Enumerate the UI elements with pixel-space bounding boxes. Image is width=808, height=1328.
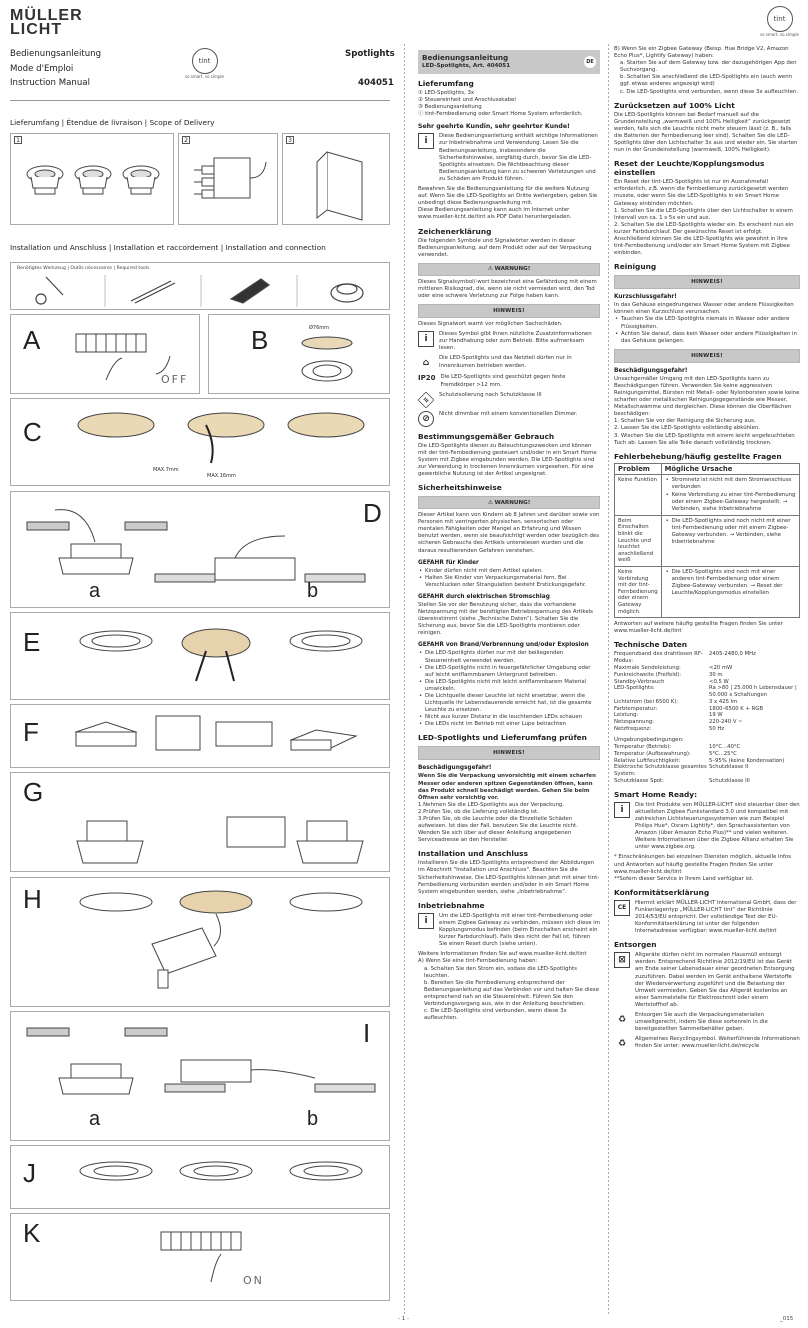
ceiling-holes-illustration [66,405,386,465]
step-C-panel [10,398,390,486]
step-I-letter: I [363,1018,371,1048]
kinder-heading: GEFAHR für Kinder [418,559,479,566]
step-D-panel [10,491,390,608]
sicherheit-paragraph: Dieser Artikel kann von Kindern ab 8 Jahren und darüber sowie von Personen mit verringerten physischen, sensorischen oder mentalen Fähigkeiten oder Mangel an Erfahrung und Wissen benutzt werden, wenn sie beaufsichtigt werden oder bezüglich des sicheren Gebrauchs des Artikels unterwiesen wurden und die daraus resultierenden Gefahren verstehen. [418,512,600,554]
tint-caption-mid: so smart. so simple [185,74,224,79]
step-I-sub-b: b [307,1108,319,1130]
lieferumfang-list [418,90,600,118]
reset-list: 1. Schalten Sie die LED-Spotlights über den Lichtschalter in einem Intervall von ca. 1 s 5x ein und aus. 2. Schalten Sie die LED-Spotlights wieder ein. Es erscheint nun ein kurzer Farbdurchlauf. Der gewünschte Reset ist erfolgt. Anschließend können Sie die LED-Spotlights wie gewohnt in Ihre tint-Fernbedienung und/oder ein Smart Home System mit Zigbee einbinden. [614,207,794,257]
ce-icon: CE [614,900,630,916]
title-de: Bedienungsanleitung [10,49,102,59]
title-en: Instruction Manual [10,78,90,88]
table-row: Keine Verbindung mit der tint-Fernbedienung oder einem Gateway möglich. • Die LED-Spotlights sind noch mit einer anderen tint-Fernbedienung oder einem Zigbee-Gateway verbunden. → Reset der Leuchte/Kopplungsmodus einstellen [615,566,800,617]
short-circuit-heading: Kurzschlussgefahr! [614,294,677,301]
delivery-panel-2 [178,133,278,225]
table-row: Beim Einschalten blinkt die Leuchte und leuchtet anschließend weiß • Die LED-Spotlights sind noch nicht mit einer tint-Fernbedienung oder mit einem Zigbee-Gateway verbunden. → Verbinden, siehe Inbetriebnahme [615,515,800,566]
document-code: _015 [780,1316,794,1322]
step-D-letter: D [363,498,382,528]
german-column-1 [418,50,600,1022]
column-separator-2 [608,44,609,1314]
house-icon: ⌂ [422,358,430,369]
damage-paragraph-2: Unsachgemäßer Umgang mit den LED-Spotlights kann zu Beschädigungen führen. Verwenden Sie keine aggressiven Reinigungsmittel, Bürsten mit Metall- oder Nylonborsten sowie keine scharfen oder metallischen Reinigungsgegenstände wie Messer, Metallschwämme und dergleichen. Diese können die Oberflächen beschädigen: [614,375,800,418]
manual-title-box [418,50,600,74]
inbetrieb-more: Weitere Informationen finden Sie auf www.mueller-licht.de/tint [418,951,587,958]
control-unit-illustration [184,142,274,222]
bestimmung-paragraph: Die LED-Spotlights dienen zu Beleuchtungszwecken und können mit der tint-Fernbedienung gesteuert und/oder in ein Smart Home System mit Zigbee eingebunden werden. Die LED-Spotlights sind zur Verwendung in trockenen Innenräumen vorgesehen. Für eine gewerbliche Nutzung ist der Artikel ungeeignet. [418,442,597,477]
tools-panel [10,262,390,310]
page-number: - 1 - [398,1316,409,1322]
warning-paragraph: Dieses Signalsymbol/-wort bezeichnet eine Gefährdung mit einem mittleren Risikograd, die, wenn sie nicht vermieden wird, den Tod oder eine schwere Verletzung zur Folge haben kann. [418,278,597,299]
step-D-sub-b: b [307,580,319,602]
symbol-info-text: Dieses Symbol gibt Ihnen nützliche Zusatzinformationen zur Handhabung oder zum Betrieb. Bitte aufmerksam lesen. [439,331,592,352]
brand-heading: GEFAHR von Brand/Verbrennung und/oder Explosion [418,642,589,649]
on-label: ON [243,1274,264,1287]
conformity-heading: Konformitätserklärung [614,887,710,897]
faq-heading: Fehlerbehebung/häufig gestellte Fragen [614,451,782,461]
inbetrieb-b-list: a. Starten Sie auf dem Gateway bzw. der dazugehörigen App den Suchvorgang. b. Schalten Sie anschließend die LED-Spotlights ein (auch wenn ggf. etwas anderes angezeigt wird) c. Die LED-Spotlights sind verbunden, wenn diese 3x aufleuchten. [620,60,799,95]
inbetrieb-paragraph: Um die LED-Spotlights mit einer tint-Fernbedienung oder einem Zigbee Gateway zu verbinden, müssen sich diese im Kopplungsmodus befinden (beim Einschalten erscheint ein kurzer Farbdurchlauf). Falls dies nicht der Fall ist, führen Sie einen Reset durch (siehe unten). [439,912,600,948]
reset100-heading: Zurücksetzen auf 100% Licht [614,100,735,110]
step-F-panel [10,704,390,768]
tech-table: Frequenzband des drahtlosen RF-Modus: 2405-2480,0 MHz Maximale Sendeleistung: <20 mW Funkreichweite (Freifeld): 30 m Standby-Verbrauch <0,5 W LED-Spotlights: Ra >80 | 25.000 h Lebensdauer | 50.000 x Schaltungen Lichtstrom (bei 6500 K): 3 x 425 lm Farbtemperatur: 1800–6500 K + RGB Leistung: 19 W Netzspannung: 220-240 V ~ Netzfrequenz: 50 Hz [614,651,797,733]
tint-logo-top [760,6,799,37]
brand-line2: LICHT [10,21,63,38]
symbol-class-text: Schutzisolierung nach Schutzklasse III [439,391,542,398]
symbol-ip-text: Die LED-Spotlights sind geschützt gegen feste Fremdkörper >12 mm. [440,374,566,388]
final-mount-illustration [15,1018,385,1118]
trash-bin-icon: ⊠ [614,952,630,968]
kunde-paragraph-3: Diese Bedienungsanleitung kann auch im Internet unter www.mueller-licht.de/tint als PDF Datei heruntergeladen. [418,207,572,221]
insert-illustration [66,884,386,1004]
reset-heading: Reset der Leuchte/Kopplungsmodus einstellen [614,159,765,178]
step-C-letter: C [23,417,42,447]
wiring-illustration [66,621,386,691]
panel-number: 3 [286,136,294,144]
hint-bar-3: HINWEIS! [614,275,800,289]
title-fr: Mode d'Emploi [10,64,74,74]
tech-heading: Technische Daten [614,640,688,650]
symbol-indoor-text: Die LED-Spotlights und das Netzteil dürfen nur in Innenräumen betrieben werden. [439,355,572,369]
strom-paragraph: Stellen Sie vor der Benutzung sicher, dass die vorhandene Netzspannung mit der benötigten Betriebsspannung des Artikels übereinstimmt (siehe „Technische Daten“). Schalten Sie die Sicherung aus, bevor Sie die LED-Spotlights montieren oder reinigen. [418,601,593,637]
zeichen-heading: Zeichenerklärung [418,226,492,236]
strom-heading: GEFAHR durch elektrischen Stromschlag [418,593,550,600]
damage-paragraph: Wenn Sie die Verpackung unvorsichtig mit einem scharfen Messer oder anderen spitzen Gegenständen öffnen, kann das Produkt schnell beschädigt werden. Gehen Sie beim Öffnen sehr vorsichtig vor. [418,773,596,801]
smart-note-2: **Sofern dieser Service in Ihrem Land verfügbar ist. [614,875,754,882]
disposal-heading: Entsorgen [614,940,657,950]
cleaning-list: 1. Schalten Sie vor der Reinigung die Sicherung aus. 2. Lassen Sie die LED-Spotlights vollständig abkühlen. 3. Wischen Sie die LED-Spotlights mit einem leicht angefeuchteten Tuch ab. Lassen Sie alle Teile danach vollständig trocknen. [614,418,795,446]
info-icon: i [418,331,434,347]
diameter-label: Ø76mm [309,325,330,331]
kunde-paragraph-2: Bewahren Sie die Bedienungsanleitung für die weitere Nutzung auf. Wenn Sie die LED-Spotlights an Dritte weitergeben, geben Sie unbedingt diese Bedienungsanleitung mit. [418,186,598,207]
kinder-list: • Kinder dürfen nicht mit dem Artikel spielen. • Halten Sie Kinder von Verpackungsmaterial fern. Bei Verschlucken oder Strangulation besteht Erstickungsgefahr. [418,568,600,589]
symbol-dim-text: Nicht dimmbar mit einem konventionellen Dimmer. [439,410,578,417]
reset-paragraph: Ein Reset der tint-LED-Spotlights ist nur im Ausnahmefall erforderlich, z.B. wenn die Fernbedienung zurückgesetzt werden musste, oder wenn Sie die LED-Spotlights in ein Smart Home Gateway einbinden möchten. [614,179,789,207]
inbetrieb-heading: Inbetriebnahme [418,900,485,910]
install-heading: Installation und Anschluss | Installation et raccordement | Installation and connection [10,243,326,252]
tint-circle: tint [767,6,793,32]
spotlights-illustration [13,144,173,224]
damage-heading: Beschädigungsgefahr! [418,765,492,772]
info-icon: i [418,133,434,149]
kunde-paragraph: Diese Bedienungsanleitung enthält wichtige Informationen zur Inbetriebnahme und Verwendung. Lesen Sie die Bedienungsanleitung, insbesondere die Sicherheitshinweise, sorgfältig durch, bevor Sie die LED-Spotlights einsetzen. Die Nichtbeachtung dieser Bedienungsanleitung kann zu schweren Verletzungen und zu Schäden am Produkt führen. [439,133,598,182]
step-H-panel [10,877,390,1007]
col-problem: Problem [615,463,662,475]
step-A-panel [10,314,200,394]
faq-more: Antworten auf weitere häufig gestellte Fragen finden Sie unter www.mueller-licht.de/tint [614,621,783,635]
smart-heading: Smart Home Ready: [614,789,698,799]
tint-logo-mid [185,48,224,79]
connect-illustration [66,708,386,766]
class-iii-icon: III [418,391,435,408]
pruefen-list: 1.Nehmen Sie die LED-Spotlights aus der Verpackung. 2.Prüfen Sie, ob die Lieferung vollständig ist. 3.Prüfen Sie, ob die Leuchte oder die Einzelteile Schäden aufweisen. Ist dies der Fall, benutzen Sie die Leuchte nicht. Wenden Sie sich über auf dieser Anleitung angegebenen Serviceadresse an den Hersteller. [418,801,578,844]
kunde-heading: Sehr geehrte Kundin, sehr geehrter Kunde! [418,123,570,131]
environment-heading: Umgebungsbedingungen: [614,736,684,743]
environment-table: Temperatur (Betrieb): 10°C...40°C Temperatur (Aufbewahrung): 5°C...25°C Relative Luftfeuchtigkeit: 5–95% (keine Kondensation) Elektrische Schutzklasse gesamtes System: Schutzklasse II Schutzklasse Spot: Schutzklasse III [614,743,785,784]
installation-heading: Installation und Anschluss [418,849,528,859]
housing-illustration [47,777,387,869]
max7-label: MAX.7mm [153,467,179,473]
no-dimmer-icon: ⊘ [418,411,434,427]
packaging-paragraph: Entsorgen Sie auch die Verpackungsmaterialien umweltgerecht, indem Sie diese sortenrein in die bereitgestellten Sammelbehälter geben. [635,1012,768,1033]
recycle-icon: ♻ [617,1015,627,1025]
mounting-illustration [15,496,385,586]
column-separator [404,44,405,1314]
sicherheit-heading: Sicherheitshinweise [418,483,502,493]
hint-bar-4: HINWEIS! [614,349,800,363]
table-row: Keine Funktion • Stromnetz ist nicht mit dem Stromanschluss verbunden • Keine Verbindung zu einer tint-Fernbedienung oder einem Zigbee-Gateway hergestellt. → Verbinden, siehe Inbetriebnahme [615,475,800,515]
lieferumfang-heading: Lieferumfang [418,79,474,88]
delivery-panel-1 [10,133,174,225]
step-F-letter: F [23,717,39,747]
manual-illustration [287,142,387,222]
col-cause: Mögliche Ursache [661,463,799,475]
tools-label: Benötigtes Werkzeug | Outils nécessaires | Required tools [17,266,150,271]
info-icon: i [614,802,630,818]
installation-paragraph: Installieren Sie die LED-Spotlights entsprechend der Abbildungen im Abschnitt "Installation und Anschluss". Beachten Sie die Sicherheitshinweise. Die LED-Spotlights können jetzt mit einer tint-Fernbedienung verbunden werden und/oder in ein Smart Home System eingebunden werden, siehe „Inbetriebnahme“. [418,860,600,895]
step-B-panel [208,314,390,394]
conformity-paragraph: Hiermit erklärt MÜLLER-LICHT International GmbH, dass der Funkanlagentyp „MÜLLER-LICHT tint“ der Richtlinie 2014/53/EU entspricht. Der vollständige Text der EU-Konformitätserklärung ist unter der folgenden Internetadresse verfügbar: www.mueller-licht.de/tint [635,899,797,935]
list-item: ② Steuereinheit und Anschlusskabel [418,97,516,104]
panel-number: 1 [14,136,22,144]
step-I-sub-a: a [89,1108,101,1130]
short-circuit-list: • Tauchen Sie die LED-Spotlights niemals in Wasser oder andere Flüssigkeiten. • Achten Sie darauf, dass kein Wasser oder andere Flüssigkeiten in das Gehäuse gelangen. [614,316,800,344]
article-number: 404051 [358,78,394,88]
product-name: Spotlights [345,49,395,59]
bestimmung-heading: Bestimmungsgemäßer Gebrauch [418,431,555,441]
inbetrieb-a-list: a. Schalten Sie den Strom ein, sodass die LED-Spotlights leuchten. b. Bereiten Sie die Fernbedienung entsprechend der Bedienungsanleitung auf das Verbinden vor und halten Sie diese entsprechend nah an die Steuereinheit. Führen Sie den Verbindungsvorgang aus, wie in der Anleitung beschrieben. c. Die LED-Spotlights sind verbunden, wenn diese 3x aufleuchten. [424,965,599,1022]
cutout-illustration [297,331,367,391]
info-icon: i [418,913,434,929]
recycle-icon-2: ♻ [617,1039,627,1050]
brand-list: • Die LED-Spotlights dürfen nur mit der beiliegenden Steuereinheit verwendet werden. • Die LED-Spotlights nicht in feuergefährlicher Umgebung oder auf leicht entflammbarem Untergrund betreiben. • Die LED-Spotlights nicht mit leicht entflammbarem Material umwickeln. • Die Lichtquelle dieser Leuchte ist nicht ersetzbar, wenn die Lichtquelle ihr Lebensdauerende erreicht hat, ist die gesamte Leuchte zu ersetzen. • Nicht aus kurzer Distanz in die leuchtenden LEDs schauen • Die LEDs nicht im Betrieb mit einer Lupe betrachten [418,650,600,728]
pruefen-heading: LED-Spotlights und Lieferumfang prüfen [418,733,587,743]
step-H-letter: H [23,884,42,914]
step-J-letter: J [23,1158,36,1188]
step-K-letter: K [23,1218,41,1248]
manual-box-subtitle: LED-Spotlights, Art. 404051 [422,63,511,69]
max16-label: MAX.16mm [207,473,236,479]
tint-circle-mid: tint [192,48,218,74]
hint-bar-2: HINWEIS! [418,746,600,760]
tint-caption: so smart. so simple [760,32,799,37]
step-B-letter: B [251,325,269,355]
zeichen-paragraph: Die folgenden Symbole und Signalwörter werden in dieser Bedienungsanleitung, auf dem Produkt oder auf der Verpackung verwendet. [418,237,592,258]
reset100-paragraph: Die LED-Spotlights können bei Bedarf manuell auf die Grundeinstellung „warmweiß und 100% Helligkeit“ zurückgesetzt werden, falls sich die Leuchte nicht mehr steuern lässt (z. B., falls die Batterien der Fernbedienung leer sind). Schalten Sie die LED-Spotlights über den Lichtschalter 3x aus und wieder ein. Sie starten nun in der Grundeinstellung (warmweiß, 100% Helligkeit). [614,111,798,154]
brand-logo [10,9,83,37]
disposal-paragraph: Altgeräte dürfen nicht im normalen Hausmüll entsorgt werden. Entsprechend Richtlinie 2012/19/EU ist das Gerät am Ende seiner Lebensdauer einer geordneten Entsorgung zuzuführen. Dabei werden im Gerät enthaltene Wertstoffe der Wiederverwertung zugeführt und die Belastung der Umwelt vermieden. Geben Sie das Altgerät kostenlos an einer Sammelstelle für Elektroschrott oder einem Wertstoffhof ab. [635,952,795,1008]
smart-paragraph: Die tint Produkte von MÜLLER-LICHT sind steuerbar über den aktuellsten Zigbee Funkstandard 3.0 und kompatibel mit zahlreichen Lichtsteuerungssystemen wie zum Beispiel Philips Hue*, Osram Lightify*, den Sprachassistenten von Amazon (über Amazon Echo Plus)** und vielen weiteren. Weitere Informationen über die Zigbee Allianz erhalten Sie unter www.zigbee.org. [635,801,800,851]
step-J-panel [10,1145,390,1209]
step-K-panel [10,1213,390,1301]
inbetrieb-b: B) Wenn Sie ein Zigbee Gateway (Beisp. Hue Bridge V2, Amazon Echo Plus*, Lightify Gateway) haben: [614,46,789,60]
brand-line1: MÜLLER [10,7,83,24]
step-E-letter: E [23,627,41,657]
reinigung-heading: Reinigung [614,262,657,272]
step-G-letter: G [23,777,44,807]
delivery-panel-3 [282,133,390,225]
step-D-sub-a: a [89,580,101,602]
short-circuit-paragraph: In das Gehäuse eingedrungenes Wasser oder andere Flüssigkeiten können einen Kurzschluss verursachen. [614,302,794,316]
german-column-2 [614,46,800,1055]
divider [10,100,390,101]
damage-heading-2: Beschädigungsgefahr! [614,367,688,374]
tools-illustration [11,273,389,309]
finished-spots-illustration [66,1149,386,1207]
off-label: OFF [161,373,189,386]
panel-number: 2 [182,136,190,144]
table-header-row [615,463,800,475]
manual-box-title: Bedienungsanleitung [422,53,509,62]
step-G-panel [10,772,390,872]
smart-note-1: * Einschränkungen bei einzelnen Diensten möglich, aktuelle Infos und Antworten auf häufig gestellte Fragen finden Sie unter www.mueller-licht.de/tint [614,854,792,875]
list-item: ⓘ tint-Fernbedienung oder Smart Home System erforderlich. [418,111,583,118]
step-I-panel [10,1011,390,1141]
ip20-icon: IP20 [418,374,436,383]
language-badge: DE [584,56,596,68]
inbetrieb-a: A) Wenn Sie eine tint-Fernbedienung haben: [418,958,538,965]
step-E-panel [10,612,390,700]
delivery-heading: Lieferumfang | Étendue de livraison | Scope of Delivery [10,118,215,127]
list-item: ① LED-Spotlights, 3x [418,90,475,96]
recycle-paragraph: Allgemeines Recyclingsymbol. Weiterführende Informationen finden Sie unter: www.mueller-licht.de/recycle [635,1036,800,1050]
hint-paragraph: Dieses Signalwort warnt vor möglichen Sachschäden. [418,321,563,328]
warning-bar: ⚠ WARNUNG! [418,263,600,276]
warning-bar-2: ⚠ WARNUNG! [418,496,600,509]
hint-bar: HINWEIS! [418,304,600,318]
step-A-letter: A [23,325,41,355]
list-item: ③ Bedienungsanleitung [418,104,482,111]
faq-table [614,463,800,618]
